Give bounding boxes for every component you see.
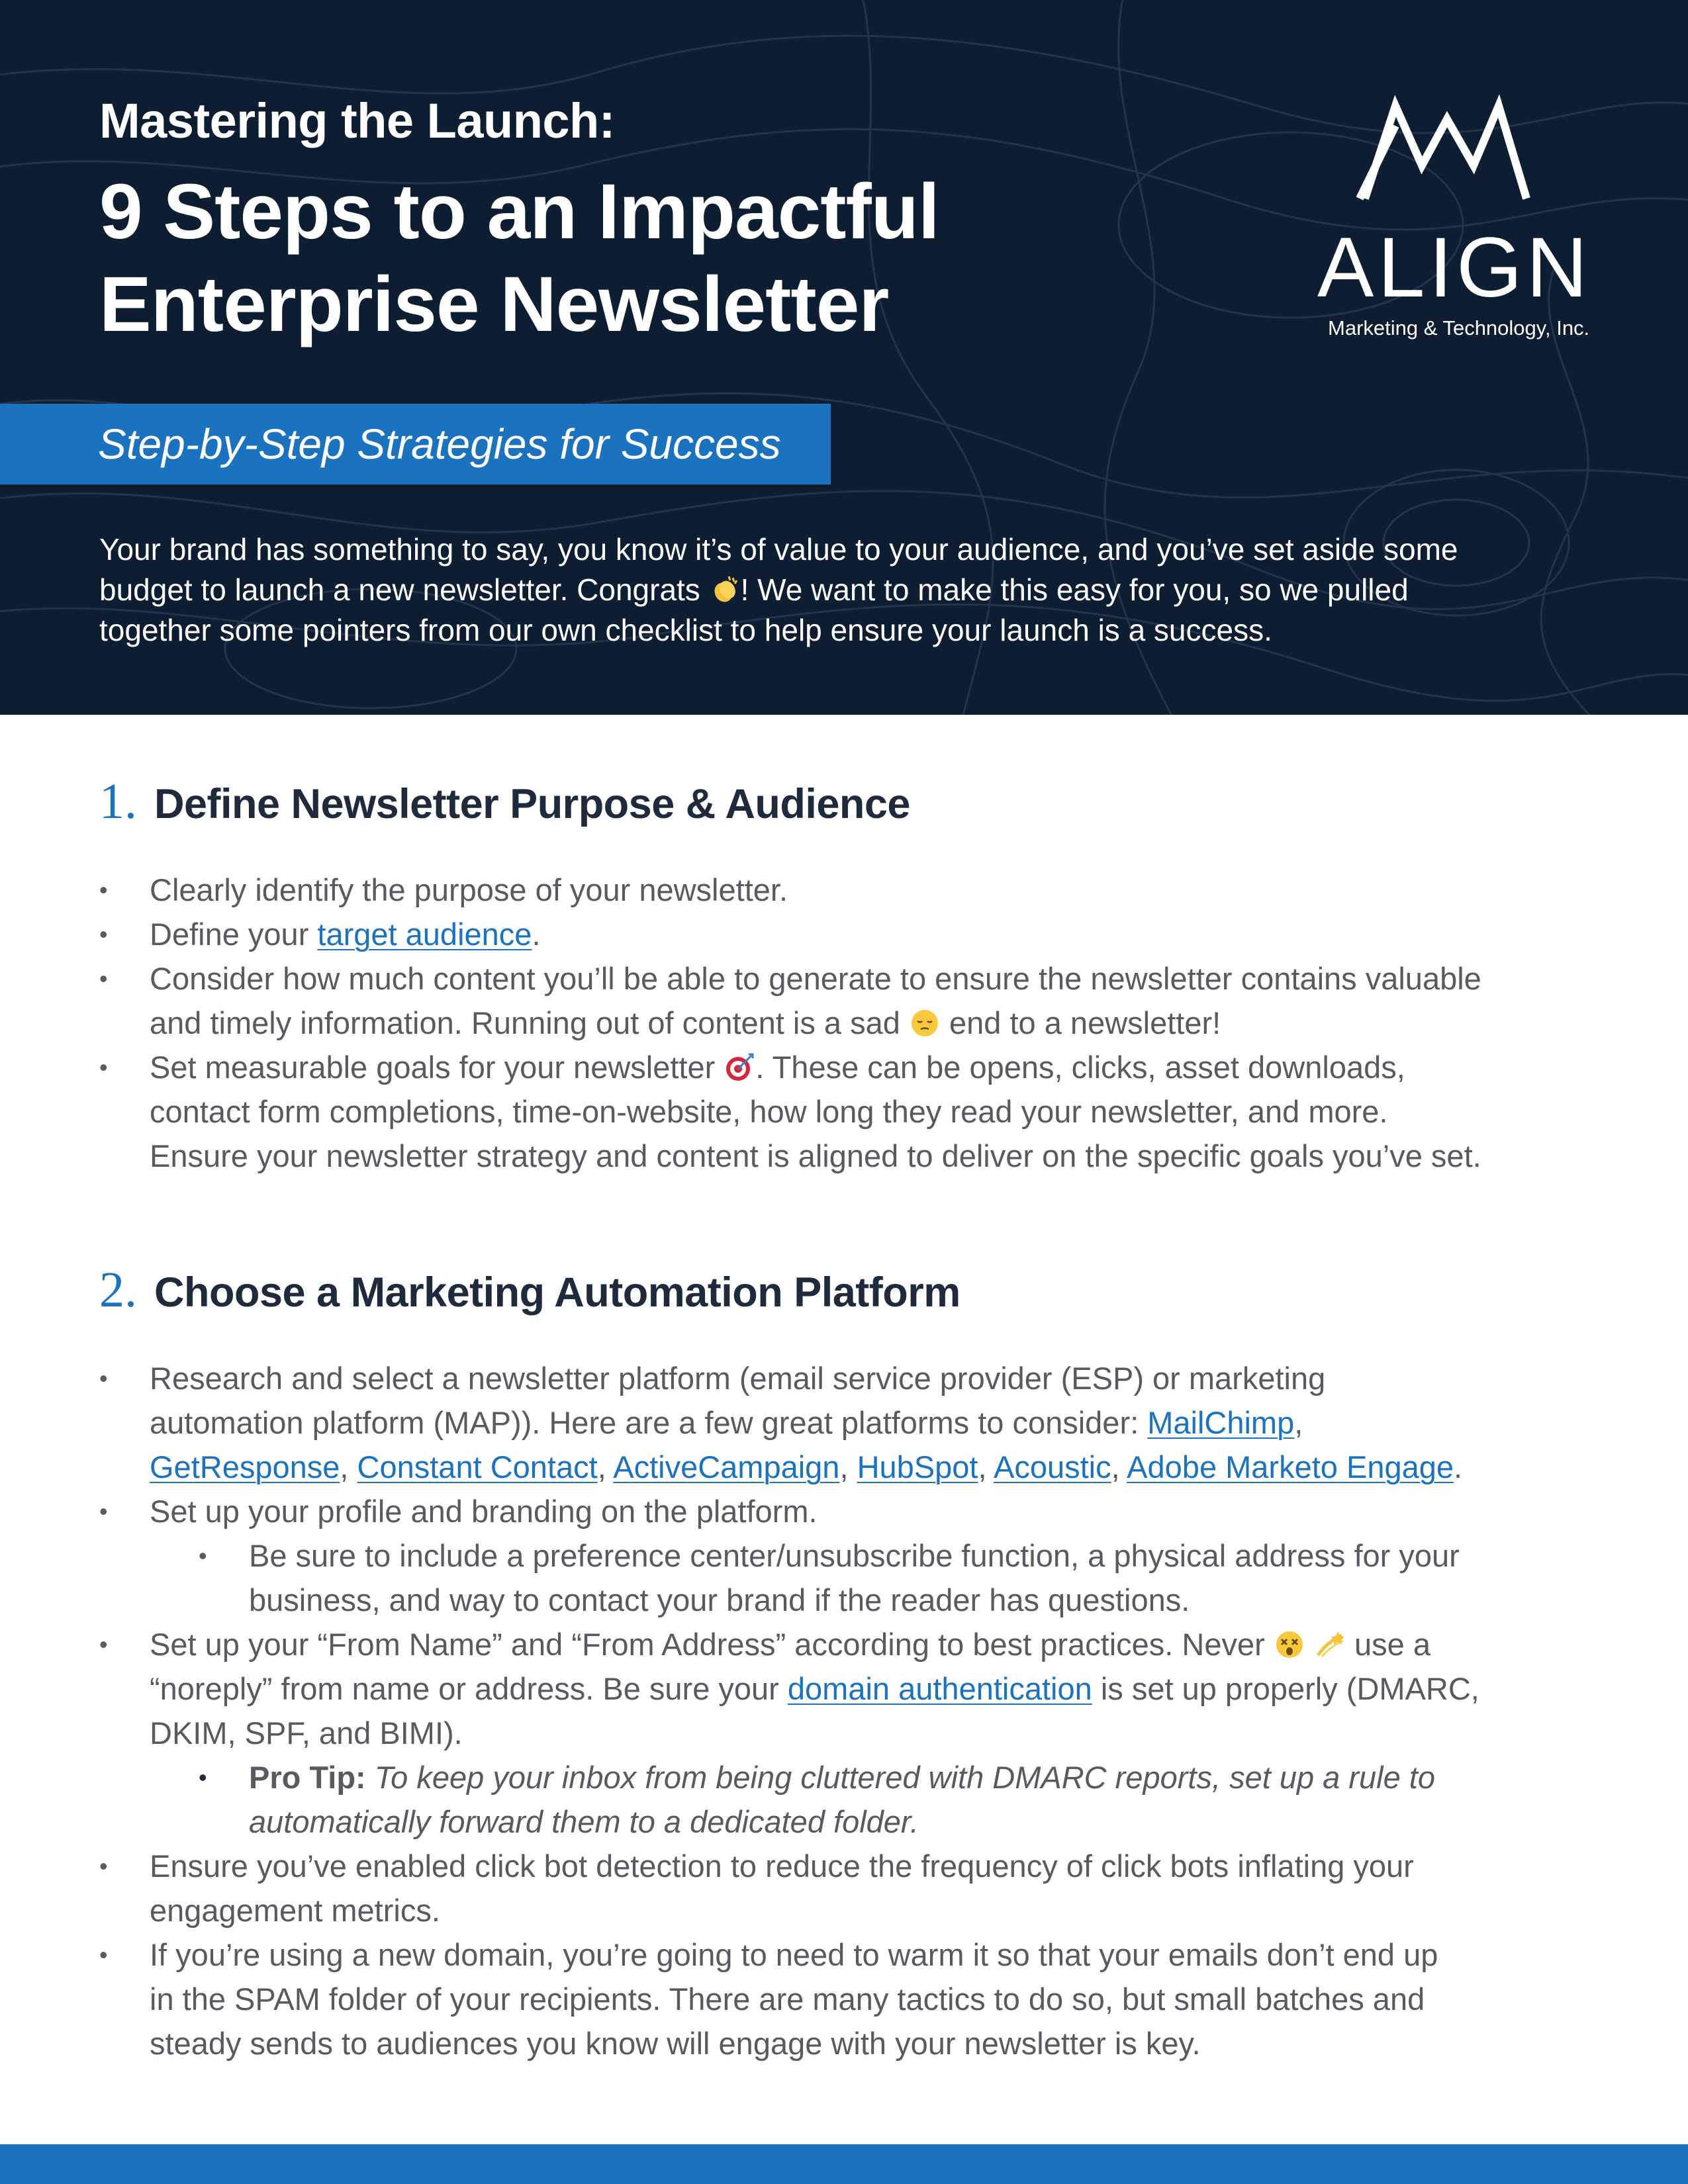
step-1-heading	[99, 773, 1481, 831]
activecampaign-link[interactable]: ActiveCampaign	[613, 1449, 840, 1484]
footer-bar	[0, 2144, 1688, 2184]
page-subtitle: Step-by-Step Strategies for Success	[98, 420, 781, 468]
step-2-heading	[99, 1261, 1479, 1319]
sub-list-item-continuation: business, and way to contact your brand if the reader has questions.	[249, 1582, 1190, 1617]
list-item-continuation: Ensure your newsletter strategy and content is aligned to deliver on the specific goals you’ve set.	[150, 1138, 1481, 1173]
logo-wordmark: ALIGN	[1317, 220, 1592, 315]
pro-tip-item: • Pro Tip: To keep your inbox from being cluttered with DMARC reports, set up a rule to	[199, 1760, 1435, 1795]
domain-authentication-link[interactable]: domain authentication	[787, 1671, 1092, 1706]
list-item-continuation: steady sends to audiences you know will engage with your newsletter is key.	[150, 2026, 1201, 2061]
subtitle-band	[0, 404, 831, 484]
list-item-continuation: and timely information. Running out of content is a sad end to a newsletter!	[150, 1005, 1221, 1040]
list-item: • Define your target audience.	[99, 917, 541, 952]
list-item: • Clearly identify the purpose of your newsletter.	[99, 872, 788, 907]
intro-paragraph	[99, 529, 1595, 651]
list-item: • Research and select a newsletter platform (email service provider (ESP) or marketing	[99, 1361, 1326, 1396]
list-item-continuation: automation platform (MAP)). Here are a few great platforms to consider: MailChimp,	[150, 1405, 1303, 1440]
list-item: • Ensure you’ve enabled click bot detection to reduce the frequency of click bots inflating your	[99, 1848, 1414, 1884]
step-number: 1.	[99, 774, 137, 829]
getresponse-link[interactable]: GetResponse	[150, 1449, 340, 1484]
list-item: • Consider how much content you’ll be able to generate to ensure the newsletter contains valuable	[99, 961, 1481, 996]
step-1-list	[99, 868, 1481, 1178]
step-number: 2.	[99, 1262, 137, 1318]
hubspot-link[interactable]: HubSpot	[857, 1449, 978, 1484]
list-item-continuation: contact form completions, time-on-website, how long they read your newsletter, and more.	[150, 1094, 1388, 1129]
target-dart-icon	[724, 1052, 755, 1083]
step-title: Define Newsletter Purpose & Audience	[154, 781, 910, 827]
target-audience-link[interactable]: target audience	[317, 917, 532, 952]
list-item: • Set up your “From Name” and “From Address” according to best practices. Never use a	[99, 1627, 1430, 1662]
list-item-continuation: DKIM, SPF, and BIMI).	[150, 1715, 463, 1751]
adobe-marketo-engage-link[interactable]: Adobe Marketo Engage	[1127, 1449, 1454, 1484]
page-title-line-1: 9 Steps to an Impactful	[99, 168, 939, 255]
dizzy-star-icon	[1314, 1629, 1346, 1661]
page-title-line-2: Enterprise Newsletter	[99, 261, 889, 348]
logo-tagline: Marketing & Technology, Inc.	[1328, 316, 1590, 340]
header-banner	[0, 0, 1688, 715]
intro-line: budget to launch a new newsletter. Congrats ! We want to make this easy for you, so we pulled	[99, 572, 1409, 607]
mountain-peaks-logo-icon	[1317, 93, 1595, 212]
list-item-continuation: in the SPAM folder of your recipients. There are many tactics to do so, but small batches and	[150, 1981, 1425, 2017]
page-title	[99, 165, 939, 351]
align-logo	[1317, 93, 1595, 357]
mailchimp-link[interactable]: MailChimp	[1147, 1405, 1295, 1440]
pensive-face-icon	[909, 1007, 941, 1039]
list-item-continuation: “noreply” from name or address. Be sure your domain authentication is set up properly (DMARC,	[150, 1671, 1479, 1706]
header-kicker: Mastering the Launch:	[99, 93, 615, 148]
list-item-continuation: GetResponse, Constant Contact, ActiveCampaign, HubSpot, Acoustic, Adobe Marketo Engage.	[150, 1449, 1463, 1484]
list-item-continuation: engagement metrics.	[150, 1893, 440, 1928]
pro-tip-label: Pro Tip:	[249, 1760, 366, 1795]
step-2-list	[99, 1356, 1479, 2066]
step-1-section	[99, 773, 1481, 1178]
list-item: • Set up your profile and branding on the platform.	[99, 1494, 818, 1529]
sub-list-item: • Be sure to include a preference center/unsubscribe function, a physical address for your	[199, 1538, 1460, 1573]
list-item: • If you’re using a new domain, you’re going to need to warm it so that your emails don’t end up	[99, 1937, 1438, 1972]
intro-line: together some pointers from our own checklist to help ensure your launch is a success.	[99, 613, 1272, 647]
acoustic-link[interactable]: Acoustic	[994, 1449, 1111, 1484]
dizzy-face-icon	[1274, 1629, 1305, 1661]
clapping-hands-icon	[709, 574, 741, 606]
constant-contact-link[interactable]: Constant Contact	[357, 1449, 598, 1484]
list-item: • Set measurable goals for your newsletter . These can be opens, clicks, asset downloads,	[99, 1050, 1405, 1085]
step-title: Choose a Marketing Automation Platform	[154, 1269, 961, 1316]
pro-tip-continuation: automatically forward them to a dedicated folder.	[249, 1804, 919, 1839]
step-2-section	[99, 1261, 1479, 2066]
intro-line: Your brand has something to say, you know it’s of value to your audience, and you’ve set aside some	[99, 532, 1458, 567]
